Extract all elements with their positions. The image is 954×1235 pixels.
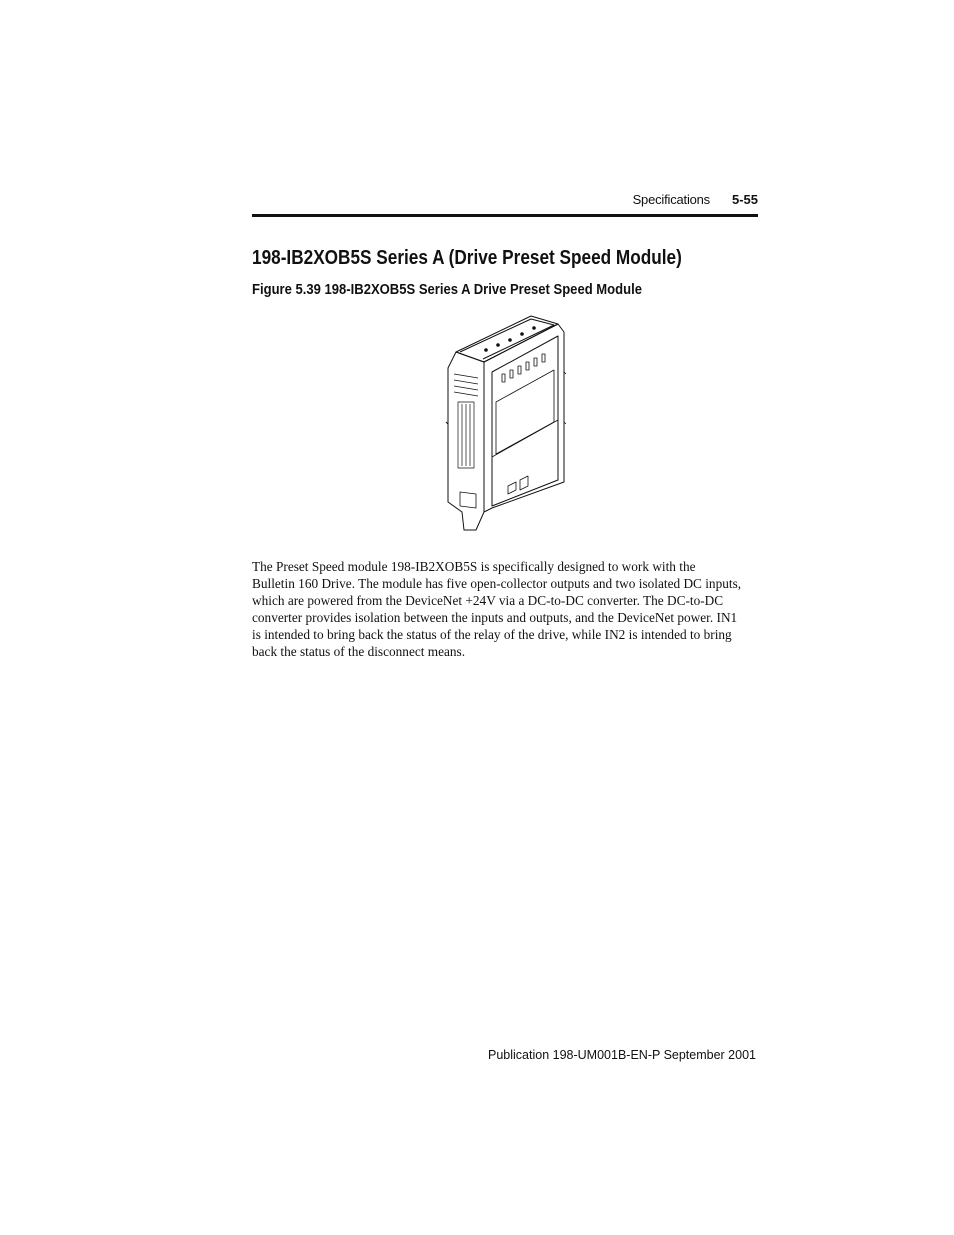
body-line: back the status of the disconnect means. xyxy=(252,644,466,659)
body-line: converter provides isolation between the inputs and outputs, and the DeviceNet power. IN1 xyxy=(252,610,738,625)
section-title: 198-IB2XOB5S Series A (Drive Preset Speed Module) xyxy=(252,247,682,269)
body-line: is intended to bring back the status of the relay of the drive, while IN2 is intended to bring xyxy=(252,627,732,642)
body-line: which are powered from the DeviceNet +24V via a DC-to-DC converter. The DC-to-DC xyxy=(252,593,724,608)
figure-caption: Figure 5.39 198-IB2XOB5S Series A Drive Preset Speed Module xyxy=(252,282,642,298)
preset-speed-module-illustration xyxy=(436,312,576,538)
header-page-number: 5-55 xyxy=(731,192,758,207)
body-line: The Preset Speed module 198-IB2XOB5S is specifically designed to work with the xyxy=(252,559,696,574)
publication-footer: Publication 198-UM001B-EN-P September 2001 xyxy=(488,1048,756,1062)
body-line: Bulletin 160 Drive. The module has five open-collector outputs and two isolated DC inputs, xyxy=(252,576,742,591)
header-rule xyxy=(252,214,758,217)
header-section-name: Specifications xyxy=(632,192,710,207)
module-description xyxy=(252,558,762,660)
